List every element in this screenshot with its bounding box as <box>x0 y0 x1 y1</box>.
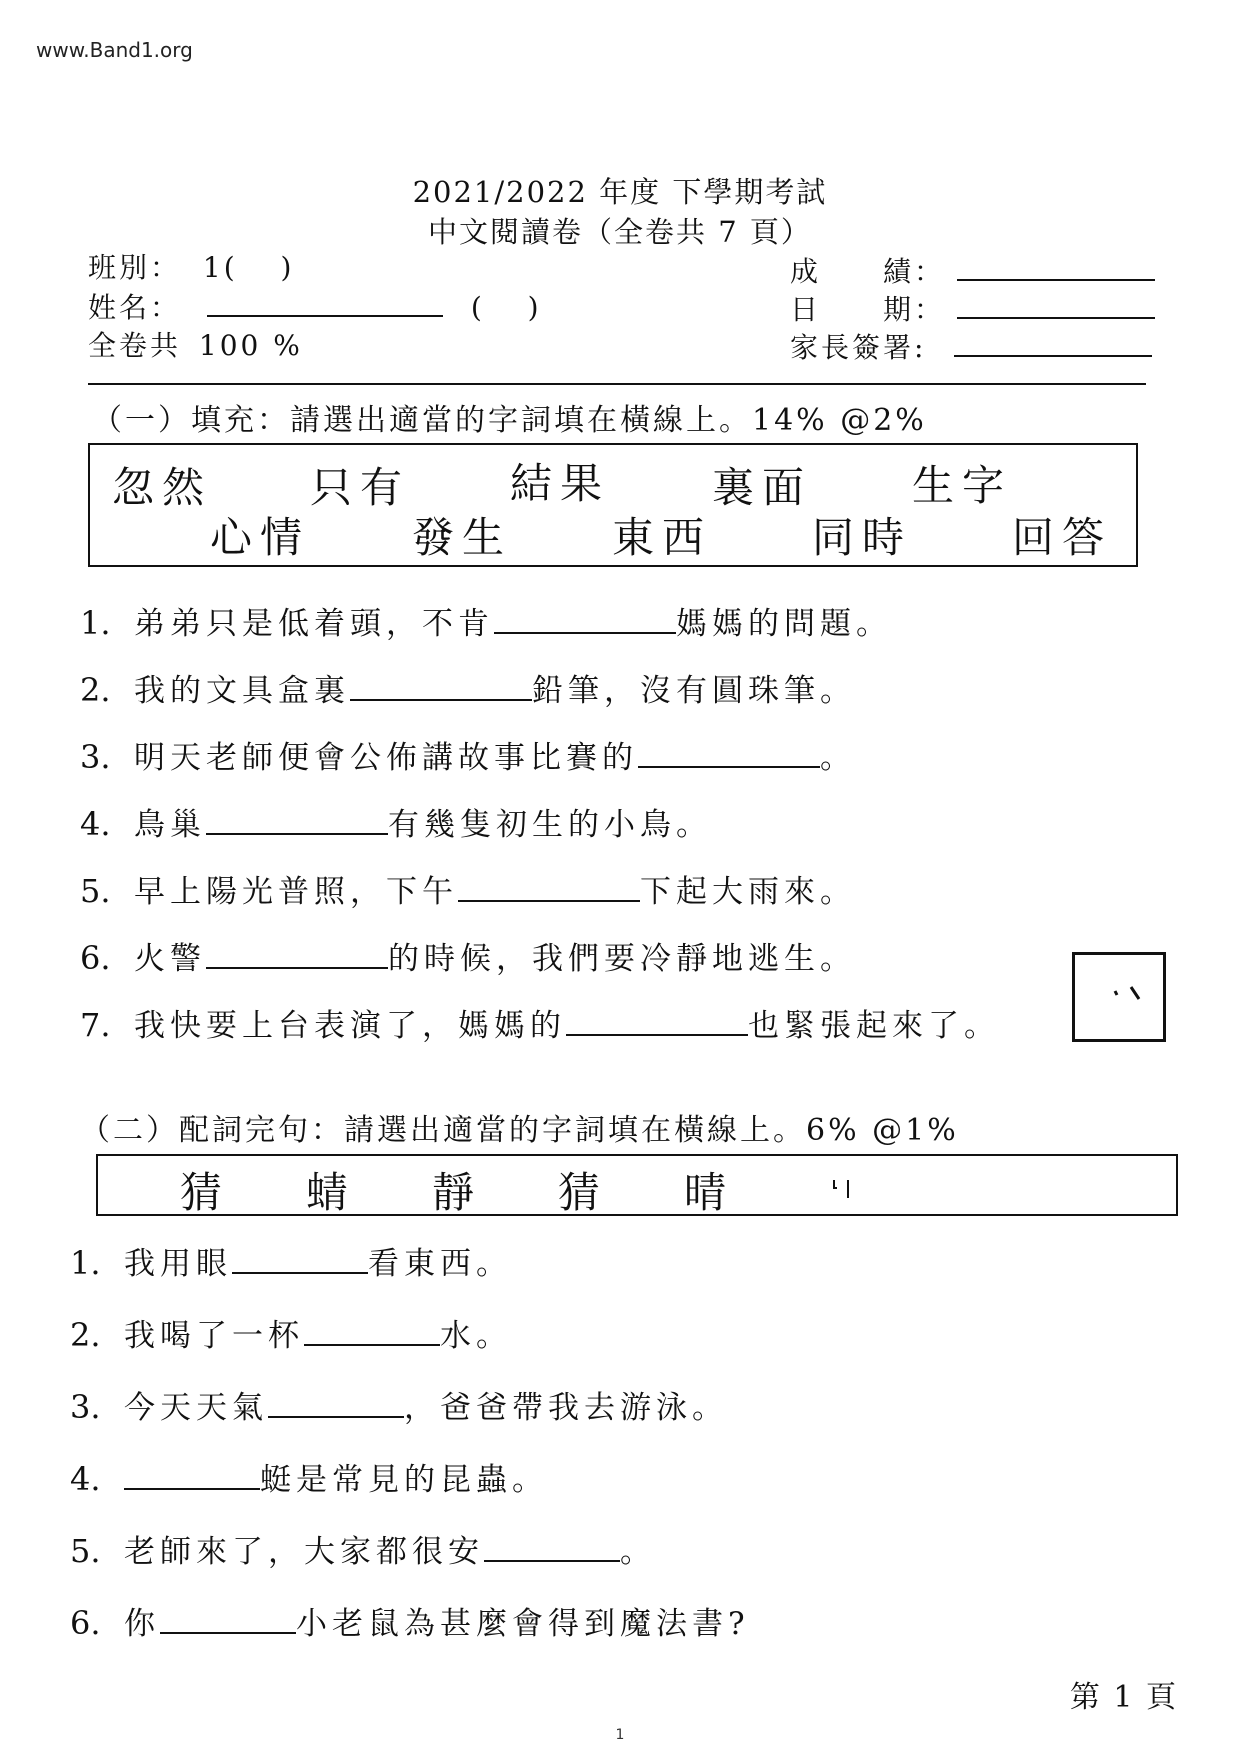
name-label: 姓名： <box>88 291 182 324</box>
exam-title: 2021/2022 年度 下學期考試 <box>412 175 828 209</box>
answer-blank[interactable] <box>566 1004 748 1036</box>
section2-heading: （二）配詞完句：請選出適當的字詞填在橫線上。6% @1% <box>80 1113 959 1148</box>
word-bank-item: 猜 <box>180 1168 231 1217</box>
exam-subtitle: 中文閱讀卷（全卷共 7 頁） <box>428 215 812 249</box>
s1-question-1 <box>80 598 892 643</box>
word-bank-item: 東西 <box>612 513 713 562</box>
question-text-after: 下起大雨來。 <box>640 874 856 910</box>
answer-blank[interactable] <box>206 937 388 969</box>
question-number: 3. <box>80 738 111 776</box>
question-text-after: 看東西。 <box>368 1246 512 1282</box>
question-number: 4. <box>80 805 111 843</box>
question-text-before: 老師來了，大家都很安 <box>124 1534 484 1570</box>
class-value: 1( ) <box>202 251 295 284</box>
s1-question-5 <box>80 866 856 911</box>
question-text-after: 的時候，我們要冷靜地逃生。 <box>388 941 856 977</box>
word-bank-item: 忽然 <box>112 463 213 512</box>
question-text-after: 。 <box>820 740 856 776</box>
question-text-after: 也緊張起來了。 <box>748 1008 1000 1044</box>
s1-question-2 <box>80 665 856 710</box>
answer-blank[interactable] <box>494 602 676 634</box>
question-text-before: 早上陽光普照，下午 <box>134 874 458 910</box>
question-text-after: ，爸爸帶我去游泳。 <box>404 1390 728 1426</box>
answer-blank[interactable] <box>232 1242 368 1274</box>
s2-question-3 <box>70 1382 728 1427</box>
section1-heading: （一）填充：請選出適當的字詞填在橫線上。14% @2% <box>92 403 927 438</box>
question-number: 2. <box>80 671 111 709</box>
parent-sign-field <box>790 326 1152 366</box>
name-blank[interactable] <box>207 315 443 317</box>
score-field <box>790 250 1155 290</box>
question-number: 1. <box>70 1244 101 1282</box>
answer-blank[interactable] <box>350 669 532 701</box>
date-blank[interactable] <box>957 317 1155 319</box>
answer-blank[interactable] <box>268 1386 404 1418</box>
question-text-before: 我快要上台表演了，媽媽的 <box>134 1008 566 1044</box>
word-bank-item: 同時 <box>812 513 913 562</box>
word-bank-item: 生字 <box>912 461 1013 510</box>
question-number: 2. <box>70 1316 101 1354</box>
s2-question-6 <box>70 1598 750 1643</box>
question-text-before: 我喝了一杯 <box>124 1318 304 1354</box>
page-number: 1 <box>615 1727 625 1743</box>
question-text-after: 鉛筆，沒有圓珠筆。 <box>532 673 856 709</box>
question-text-before: 火警 <box>134 941 206 977</box>
question-number: 5. <box>80 872 111 910</box>
class-label: 班別： <box>88 251 182 284</box>
class-field <box>88 246 295 286</box>
question-text-before: 鳥巢 <box>134 807 206 843</box>
s1-question-3 <box>80 732 856 777</box>
question-text-before: 弟弟只是低着頭，不肯 <box>134 606 494 642</box>
page-label: 第 1 頁 <box>1069 1680 1178 1715</box>
s2-question-2 <box>70 1310 512 1355</box>
s2-question-5 <box>70 1526 656 1571</box>
answer-blank[interactable] <box>206 803 388 835</box>
question-text-after: 。 <box>620 1534 656 1570</box>
name-paren: ( ) <box>470 291 542 324</box>
word-bank-item: 結果 <box>510 459 611 508</box>
question-number: 6. <box>70 1604 101 1642</box>
s1-question-6 <box>80 933 856 978</box>
word-bank-item: 回答 <box>1012 513 1113 562</box>
question-text-before: 你 <box>124 1606 160 1642</box>
question-number: 3. <box>70 1388 101 1426</box>
parent-sign-blank[interactable] <box>954 355 1152 357</box>
section2-word-bank <box>96 1154 1178 1216</box>
question-text-after: 小老鼠為甚麼會得到魔法書? <box>296 1606 750 1642</box>
score-blank[interactable] <box>957 279 1155 281</box>
answer-blank[interactable] <box>458 870 640 902</box>
answer-blank[interactable] <box>124 1458 260 1490</box>
question-text-before: 我的文具盒裏 <box>134 673 350 709</box>
handwritten-mark <box>828 1174 858 1204</box>
question-number: 5. <box>70 1532 101 1570</box>
question-text-before: 我用眼 <box>124 1246 232 1282</box>
question-number: 1. <box>80 604 111 642</box>
s1-question-7 <box>80 1000 1000 1045</box>
parent-sign-label: 家長簽署: <box>790 331 927 364</box>
question-text-before: 明天老師便會公佈講故事比賽的 <box>134 740 638 776</box>
site-watermark: www.Band1.org <box>36 38 193 62</box>
name-field <box>88 286 542 326</box>
word-bank-item: 發生 <box>412 513 513 562</box>
s2-question-1 <box>70 1238 512 1283</box>
date-label: 日 期： <box>790 293 946 326</box>
word-bank-item: 靜 <box>432 1168 483 1217</box>
answer-blank[interactable] <box>304 1314 440 1346</box>
marking-box <box>1072 952 1166 1042</box>
word-bank-item: 猜 <box>558 1168 609 1217</box>
answer-blank[interactable] <box>638 736 820 768</box>
s2-question-4 <box>70 1454 548 1499</box>
total-value: 100 % <box>198 329 303 362</box>
score-label: 成 績： <box>790 255 946 288</box>
answer-blank[interactable] <box>160 1602 296 1634</box>
word-bank-item: 只有 <box>310 463 411 512</box>
total-label: 全卷共 <box>88 329 182 362</box>
section1-word-bank <box>88 443 1138 567</box>
question-text-after: 水。 <box>440 1318 512 1354</box>
question-number: 6. <box>80 939 111 977</box>
header-divider <box>88 383 1146 385</box>
question-text-after: 有幾隻初生的小鳥。 <box>388 807 712 843</box>
word-bank-item: 裏面 <box>712 463 813 512</box>
total-field <box>88 324 303 364</box>
question-text-before: 今天天氣 <box>124 1390 268 1426</box>
answer-blank[interactable] <box>484 1530 620 1562</box>
question-text-after: 蜓是常見的昆蟲。 <box>260 1462 548 1498</box>
word-bank-item: 心情 <box>210 513 311 562</box>
question-text-after: 媽媽的問題。 <box>676 606 892 642</box>
word-bank-item: 蜻 <box>306 1168 357 1217</box>
handwritten-tick-mark <box>1075 955 1163 1039</box>
s1-question-4 <box>80 799 712 844</box>
question-number: 7. <box>80 1006 111 1044</box>
question-number: 4. <box>70 1460 101 1498</box>
date-field <box>790 288 1155 328</box>
word-bank-item: 晴 <box>684 1168 735 1217</box>
